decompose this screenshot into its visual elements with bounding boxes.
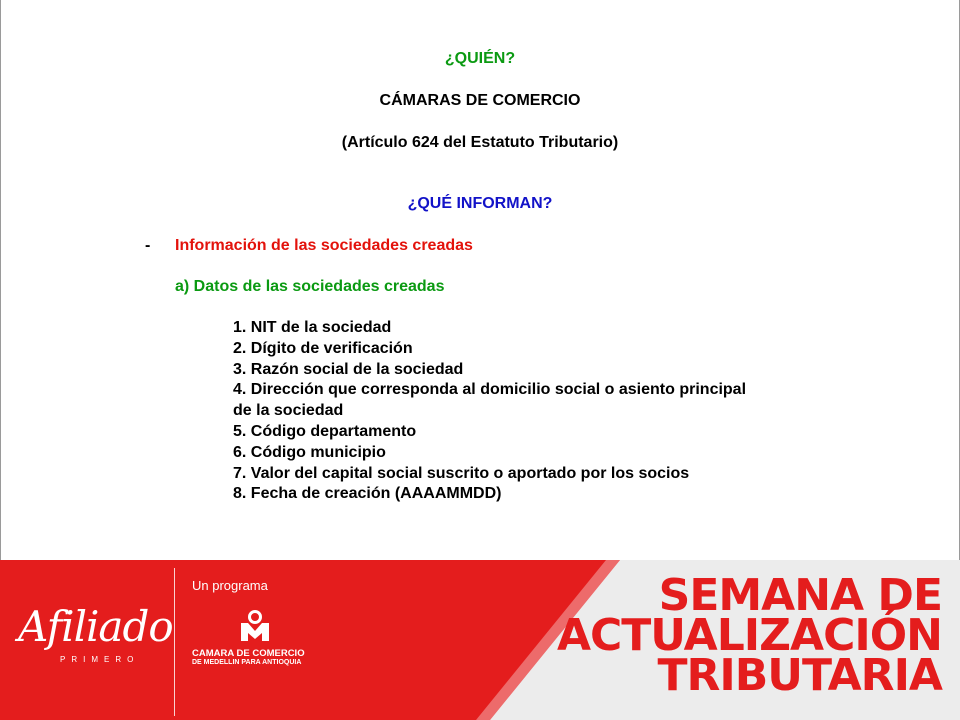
list-item: 7. Valor del capital social suscrito o aportado por los socios	[233, 464, 690, 482]
chamber-name: CAMARA DE COMERCIO	[192, 648, 305, 659]
list-item: 1. NIT de la sociedad	[233, 319, 392, 336]
what-heading: ¿QUÉ INFORMAN?	[407, 195, 553, 212]
event-title-line-3: TRIBUTARIA	[657, 650, 942, 701]
chamber-logo-icon	[238, 608, 272, 642]
who-value: CÁMARAS DE COMERCIO	[379, 92, 581, 109]
event-title	[556, 570, 942, 701]
footer-banner	[0, 560, 960, 720]
bullet-text: Información de las sociedades creadas	[175, 237, 473, 254]
program-label: Un programa	[192, 578, 268, 593]
list-item: de la sociedad	[233, 402, 344, 420]
afiliado-logo: Afiliado	[18, 602, 173, 651]
list-item: 5. Código departamento	[233, 422, 417, 440]
list-item: 4. Dirección que corresponda al domicilio social o asiento principal	[233, 381, 747, 399]
event-title-line-2: ACTUALIZACIÓN	[556, 610, 942, 661]
subheading: a) Datos de las sociedades creadas	[175, 278, 445, 295]
footer-divider	[174, 568, 175, 716]
afiliado-logo-subtitle: PRIMERO	[60, 655, 140, 664]
chamber-subtitle: DE MEDELLIN PARA ANTIOQUIA	[192, 659, 302, 666]
article-reference: (Artículo 624 del Estatuto Tributario)	[341, 134, 619, 151]
bullet-marker: -	[145, 237, 151, 254]
who-heading: ¿QUIÉN?	[444, 50, 516, 67]
event-title-line-1: SEMANA DE	[658, 570, 942, 621]
list-item: 3. Razón social de la sociedad	[233, 360, 464, 378]
data-items-list	[233, 318, 746, 505]
list-item: 6. Código municipio	[233, 443, 386, 461]
list-item: 8. Fecha de creación (AAAAMMDD)	[233, 485, 502, 503]
list-item: 2. Dígito de verificación	[233, 339, 413, 357]
